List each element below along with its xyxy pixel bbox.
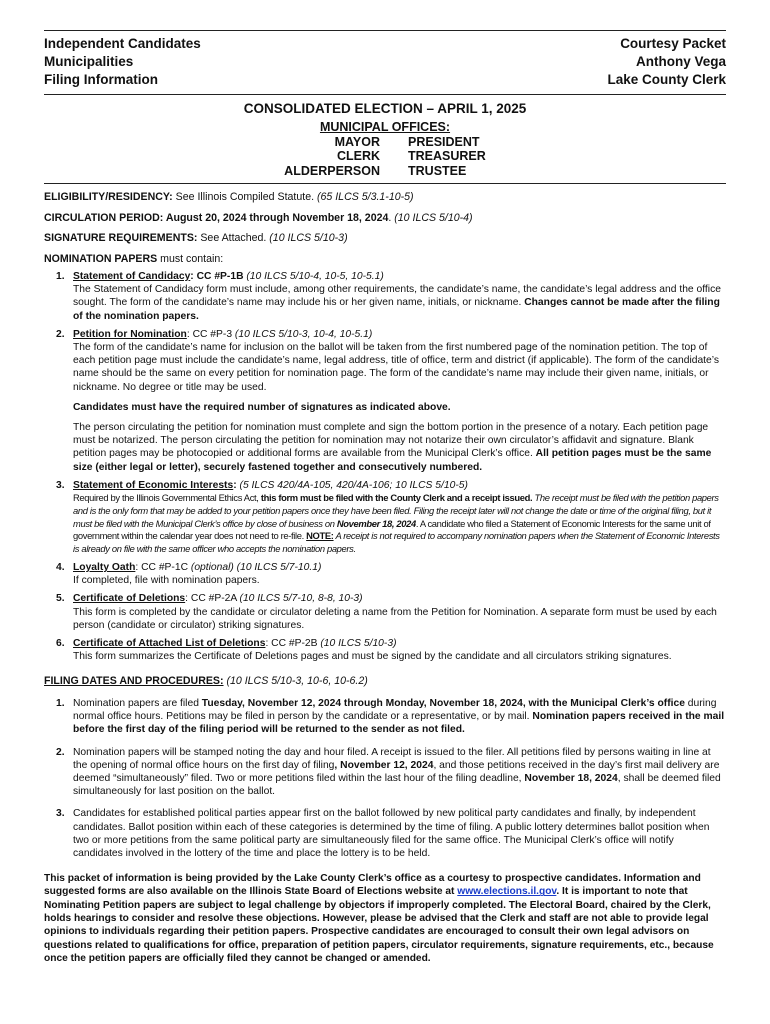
- filing-text-bold: , November 12, 2024: [334, 759, 434, 771]
- page-header: [44, 35, 726, 89]
- signature-label: SIGNATURE REQUIREMENTS:: [44, 232, 198, 244]
- filing-items: [44, 697, 726, 860]
- item-form: : CC #P-1B: [190, 271, 247, 282]
- filing-text: Nomination papers are filed: [73, 697, 202, 709]
- filing-section-heading: [44, 675, 726, 689]
- item-title: Loyalty Oath: [73, 562, 136, 574]
- office-cell: ALDERPERSON: [284, 163, 381, 178]
- sei-text-7: A receipt is not required to accompany nomination papers when the Statement of Economic Interests is already on file with the same officer who accepts the nomination papers.: [73, 530, 720, 555]
- item-number: 1.: [56, 271, 65, 282]
- filing-text-bold: Nomination papers received in the mail before the first day of the filing period will be returned to the sender as not filed.: [73, 711, 725, 736]
- offices-table: [270, 135, 500, 179]
- sei-text-2: this form must be filed with the County Clerk and a receipt issued.: [260, 492, 533, 504]
- filing-text: Candidates for established political parties appear first on the ballot followed by new political party candidates and finally, by independent candidates. Ballot position within each of these categories is determined by the time of filing. A public lottery determines ballot position when two or more petitions from the same political party are simultaneously filed for the same office. The Municipal Clerk’s office will notify candidates involved in the lottery of the time and place the lottery is to be held.: [73, 808, 710, 859]
- filing-text: Nomination papers will be stamped noting the day and hour filed. A receipt is issued to the filer. All petitions filed by persons waiting in line at the opening of normal office hours on the first day of filing: [73, 746, 711, 771]
- item-title: Statement of Economic Interests: [73, 479, 234, 491]
- eligibility-text: See Illinois Compiled Statute.: [172, 191, 317, 203]
- filing-text: during normal office hours. Petitions may be filed in person by the candidate or a representative, or by mail.: [73, 697, 717, 723]
- item-body: If completed, file with nomination papers.: [73, 575, 260, 587]
- circulation-cite: (10 ILCS 5/10-4): [394, 211, 473, 224]
- economic-interests-body: [73, 492, 726, 556]
- list-item: [44, 807, 726, 860]
- list-item: [44, 328, 726, 474]
- item-cite: (10 ILCS 5/7-10, 8-8, 10-3): [239, 593, 363, 605]
- list-item: [44, 697, 726, 737]
- header-right-line-2: Anthony Vega: [635, 54, 726, 69]
- nomination-text: must contain:: [157, 252, 224, 265]
- header-right-line-3: Lake County Clerk: [607, 72, 726, 87]
- nomination-label: NOMINATION PAPERS: [44, 252, 158, 265]
- header-left-line-2: Municipalities: [44, 54, 134, 69]
- list-item: [44, 561, 726, 587]
- office-cell: MAYOR: [334, 134, 381, 149]
- nomination-section: [44, 253, 726, 267]
- offices-row: [270, 149, 500, 164]
- page-title: CONSOLIDATED ELECTION – APRIL 1, 2025: [243, 101, 527, 116]
- list-item: [44, 746, 726, 799]
- circulation-label: CIRCULATION PERIOD: August 20, 2024 through November 18, 2024: [44, 211, 389, 224]
- item-body: This form summarizes the Certificate of Deletions pages and must be signed by the candidate and all circulators striking signatures.: [73, 651, 672, 663]
- eligibility-cite: (65 ILCS 5/3.1-10-5): [316, 191, 414, 203]
- item-title: Petition for Nomination: [73, 328, 187, 340]
- item-number: 2.: [56, 328, 65, 340]
- signature-cite: (10 ILCS 5/10-3): [269, 232, 348, 244]
- item-cite: (10 ILCS 5/10-3): [320, 638, 397, 650]
- item-number: 4.: [56, 562, 65, 574]
- office-cell: PRESIDENT: [408, 134, 480, 149]
- item-form: : CC #P-3: [186, 328, 235, 340]
- item-title: Statement of Candidacy: [73, 271, 191, 282]
- item-form: : CC #P-2B: [265, 638, 321, 650]
- item-cite: (5 ILCS 420/4A-105, 420/4A-106; 10 ILCS 5/10-5): [239, 479, 468, 491]
- office-cell: TRUSTEE: [408, 163, 467, 178]
- signature-section: [44, 232, 726, 246]
- offices-row: [270, 135, 500, 150]
- item-cite: (optional) (10 ILCS 5/7-10.1): [190, 562, 322, 574]
- list-item: [44, 479, 726, 556]
- header-right: [607, 35, 726, 89]
- filing-text: , and those petitions received in the day’s first mail delivery are deemed “simultaneously” filed. Two or more petitions filed within the last hour of the filing deadline,: [73, 759, 720, 784]
- header-left-line-3: Filing Information: [44, 72, 158, 87]
- offices-rule: [44, 183, 726, 184]
- item-number: 3.: [56, 479, 65, 491]
- sei-text-3: The receipt must be filed with the petition papers and is the only form that may be added to your petition papers once they have been filed. Filing the receipt later will not change the date or time of the original filing, but it must be filed with the Municipal Clerk’s office by close of business on: [73, 492, 719, 529]
- header-left-line-1: Independent Candidates: [44, 36, 201, 51]
- signature-text: See Attached.: [197, 232, 270, 244]
- office-cell: CLERK: [336, 149, 381, 163]
- item-number: 2.: [56, 746, 65, 758]
- header-left: [44, 35, 201, 89]
- list-item: [44, 270, 726, 323]
- elections-website-link[interactable]: www.elections.il.gov: [457, 886, 557, 898]
- sei-text-5: . A candidate who filed a Statement of Economic Interests for the same unit of government within the calendar year does not need to re-file.: [73, 517, 711, 542]
- list-item: [44, 592, 726, 632]
- list-item: [44, 637, 726, 663]
- item-form: : CC #P-1C: [135, 562, 191, 574]
- filing-cite: (10 ILCS 5/10-3, 10-6, 10-6.2): [223, 675, 368, 688]
- offices-heading: MUNICIPAL OFFICES:: [319, 120, 451, 134]
- office-cell: TREASURER: [408, 149, 486, 163]
- sei-text-4: November 18, 2024: [336, 517, 416, 529]
- item-body: The form of the candidate’s name for inclusion on the ballot will be taken from the first numbered page of the nomination petition. The top of each petition page must include the candidate’s name, legal address, title of office, term and district (if applicable). The form of the candidate’s name should be the same on every petition for nomination page. The form of the candidate’s name may include their given name, initials, or nickname. No degree or title may be used.: [73, 342, 720, 393]
- item-body: The Statement of Candidacy form must include, among other requirements, the candidate’s name, the candidate’s legal address and the office sought. The form of the candidate’s name may include his or her given name, initials, or nickname.: [73, 284, 721, 309]
- sei-text-1: Required by the Illinois Governmental Ethics Act,: [73, 492, 261, 504]
- filing-text-bold: Tuesday, November 12, 2024 through Monday, November 18, 2024, with the Municipal Clerk’s office: [201, 697, 685, 709]
- item-number: 6.: [56, 638, 65, 650]
- eligibility-label: ELIGIBILITY/RESIDENCY:: [44, 191, 173, 203]
- nomination-items: [44, 270, 726, 663]
- item-body-2-bold: All petition pages must be the same size (either legal or letter), securely fastened together and consecutively numbered.: [73, 448, 712, 473]
- item-cite: (10 ILCS 5/10-3, 10-4, 10-5.1): [234, 328, 373, 340]
- filing-text: , shall be deemed filed simultaneously for last position on the ballot.: [73, 772, 721, 798]
- notice-text: . It is important to note that Nominating Petition papers are subject to legal challenge by objectors if improperly completed. The Electoral Board, chaired by the Clerk, holds hearings to consider and resolve these objections. However, please be advised that the Clerk and staff are not able to provide legal opinions to individuals regarding their petition papers. Prospective candidates are encouraged to consult their own legal advisors on questions related to qualifications for office, preparation of petition papers, circulator requirements, signature requirements, etc., because once the petition papers are officially filed they cannot be changed or amended.: [44, 886, 714, 964]
- item-body-2: The person circulating the petition for nomination must complete and sign the bottom portion in the presence of a notary. Each petition page must be notarized. The person circulating the petition for nomination may not notarize their own circulator’s affidavit and signature. Blank petition pages may be photocopied or additional forms are available from the Municipal Clerk’s office.: [73, 422, 709, 460]
- notice-text: This packet of information is being provided by the Lake County Clerk’s office as a courtesy to prospective candidates. Information and suggested forms are also available on the Illinois State Board of Elections website at: [44, 873, 701, 898]
- courtesy-notice: [44, 872, 726, 965]
- eligibility-section: [44, 191, 726, 205]
- header-right-line-1: Courtesy Packet: [620, 36, 726, 51]
- top-rule: [44, 30, 726, 31]
- item-title: Certificate of Deletions: [73, 593, 186, 605]
- sei-note-label: NOTE:: [306, 530, 334, 542]
- item-number: 3.: [56, 808, 65, 820]
- circulation-text: .: [388, 211, 395, 224]
- item-title: Certificate of Attached List of Deletions: [73, 638, 266, 650]
- item-bold-line: Candidates must have the required number of signatures as indicated above.: [73, 401, 451, 413]
- item-cite: (10 ILCS 5/10-4, 10-5, 10-5.1): [246, 271, 384, 282]
- item-number: 1.: [56, 697, 65, 709]
- item-number: 5.: [56, 593, 65, 605]
- circulation-section: [44, 212, 726, 226]
- item-form: :: [233, 479, 240, 491]
- filing-label: FILING DATES AND PROCEDURES:: [44, 675, 224, 688]
- item-body-bold: Changes cannot be made after the filing of the nomination papers.: [73, 297, 720, 322]
- item-body: This form is completed by the candidate or circulator deleting a name from the Petition for Nomination. A separate form must be used by each person (candidate or circulator) striking signatures.: [73, 606, 717, 631]
- municipal-offices: [44, 120, 726, 178]
- filing-text-bold: November 18, 2024: [524, 772, 618, 784]
- offices-row: [270, 164, 500, 179]
- header-rule: [44, 94, 726, 95]
- item-form: : CC #P-2A: [185, 593, 240, 605]
